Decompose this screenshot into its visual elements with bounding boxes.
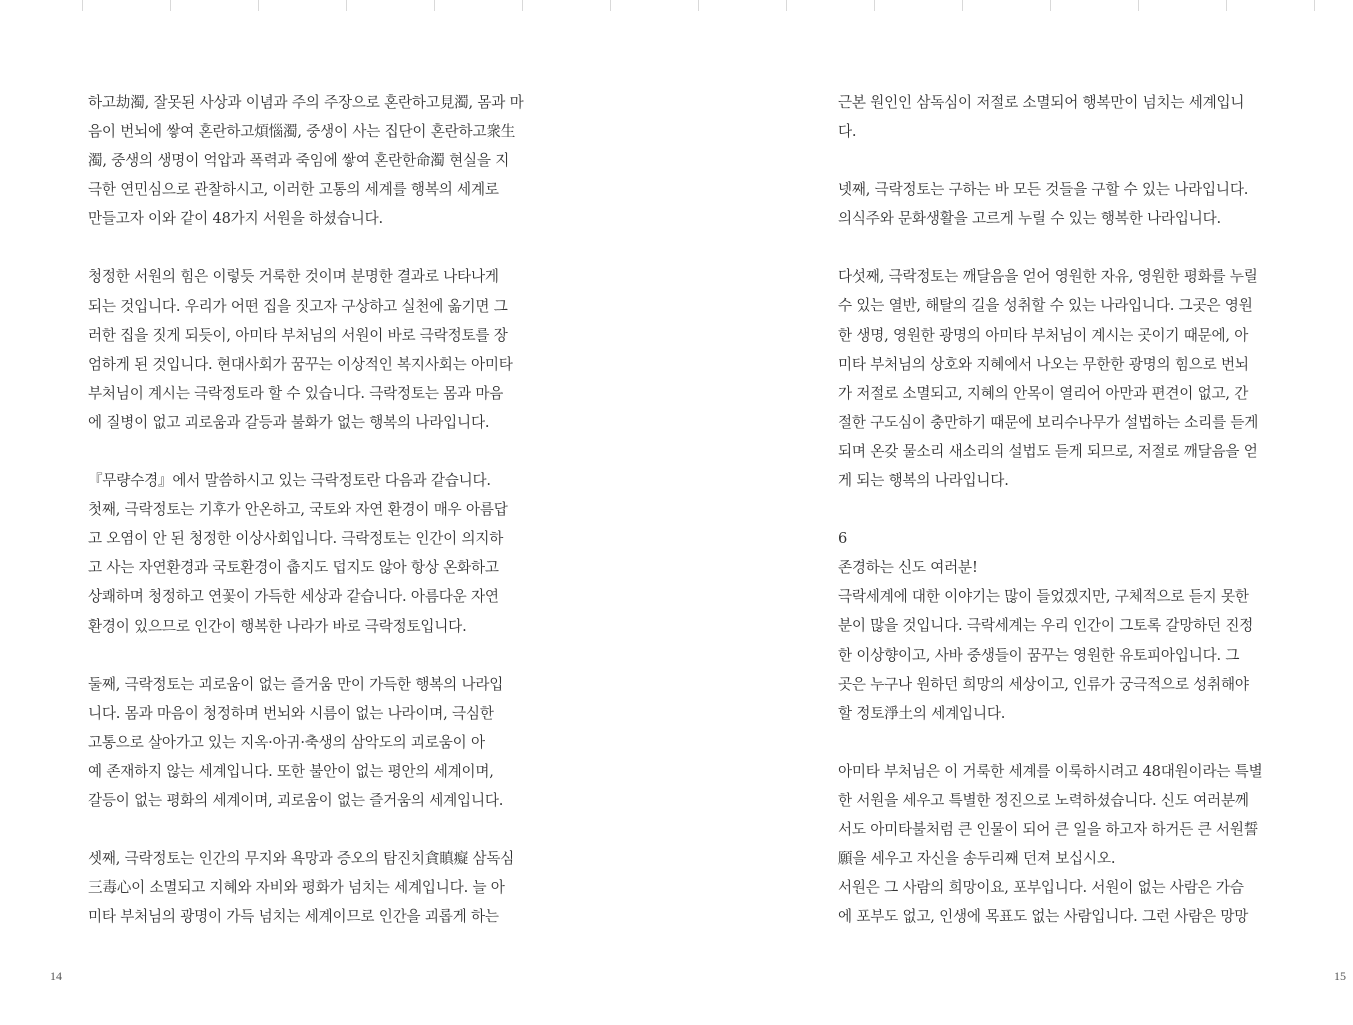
text-line: 三毒心이 소멸되고 지혜와 자비와 평화가 넘치는 세계입니다. 늘 아 [88, 879, 505, 897]
text-line: 근본 원인인 삼독심이 저절로 소멸되어 행복만이 넘치는 세계입니 [838, 94, 1245, 111]
top-ruler-ticks [0, 0, 1353, 12]
text-line: 되는 것입니다. 우리가 어떤 집을 짓고자 구상하고 실천에 옮기면 그 [88, 297, 508, 315]
text-line: 고 사는 자연환경과 국토환경이 춥지도 덥지도 않아 항상 온화하고 [88, 559, 499, 577]
text-line: 미타 부처님의 광명이 가득 넘치는 세계이므로 인간을 괴롭게 하는 [88, 908, 499, 926]
text-line: 만들고자 이와 같이 48가지 서원을 하셨습니다. [88, 210, 383, 228]
paragraph-gap [88, 437, 562, 466]
text-line: 미타 부처님의 상호와 지혜에서 나오는 무한한 광명의 힘으로 번뇌 [838, 355, 1249, 373]
text-line: 곳은 누구나 원하던 희망의 세상이고, 인류가 궁극적으로 성취해야 [838, 675, 1249, 693]
text-line: 넷째, 극락정토는 구하는 바 모든 것들을 구할 수 있는 나라입니다. [838, 181, 1249, 199]
text-line: 다. [838, 123, 857, 141]
paragraph-gap [838, 146, 1312, 175]
paragraph-gap [88, 233, 562, 262]
text-line: 한 생명, 영원한 광명의 아미타 부처님이 계시는 곳이기 때문에, 아 [838, 326, 1249, 344]
text-line: 셋째, 극락정토는 인간의 무지와 욕망과 증오의 탐진치貪瞋癡 삼독심 [88, 850, 515, 868]
text-line: 할 정토淨土의 세계입니다. [838, 704, 1006, 722]
paragraph [838, 757, 1312, 932]
paragraph [838, 88, 1312, 146]
text-line: 에 질병이 없고 괴로움과 갈등과 불화가 없는 행복의 나라입니다. [88, 413, 490, 431]
text-line: 가 저절로 소멸되고, 지혜의 안목이 열리어 아만과 편견이 없고, 간 [838, 384, 1249, 402]
paragraph [88, 88, 562, 233]
text-line: 청정한 서원의 힘은 이렇듯 거룩한 것이며 분명한 결과로 나타나게 [88, 268, 499, 286]
text-line: 음이 번뇌에 쌓여 혼란하고煩惱濁, 중생이 사는 집단이 혼란하고衆生 [88, 123, 516, 141]
text-line: 엄하게 된 것입니다. 현대사회가 꿈꾸는 이상적인 복지사회는 아미타 [88, 355, 513, 373]
text-line: 첫째, 극락정토는 기후가 안온하고, 국토와 자연 환경이 매우 아름답 [88, 501, 508, 519]
text-line: 게 되는 행복의 나라입니다. [838, 472, 1009, 490]
left-page-body [88, 88, 562, 931]
text-line: 극한 연민심으로 관찰하시고, 이러한 고통의 세계를 행복의 세계로 [88, 181, 499, 199]
text-line: 러한 집을 짓게 되듯이, 아미타 부처님의 서원이 바로 극락정토를 장 [88, 326, 508, 344]
text-line: 니다. 몸과 마음이 청정하며 번뇌와 시름이 없는 나라이며, 극심한 [88, 704, 494, 722]
left-page-number: 14 [50, 969, 62, 983]
text-line: 『무량수경』에서 말씀하시고 있는 극락정토란 다음과 같습니다. [88, 472, 491, 490]
paragraph [88, 844, 562, 931]
text-line: 하고劫濁, 잘못된 사상과 이념과 주의 주장으로 혼란하고見濁, 몸과 마 [88, 94, 524, 111]
text-line: 부처님이 계시는 극락정토라 할 수 있습니다. 극락정토는 몸과 마음 [88, 384, 504, 402]
text-line: 고 오염이 안 된 청정한 이상사회입니다. 극락정토는 인간이 의지하 [88, 530, 504, 548]
text-line: 환경이 있으므로 인간이 행복한 나라가 바로 극락정토입니다. [88, 617, 467, 635]
text-line: 수 있는 열반, 해탈의 길을 성취할 수 있는 나라입니다. 그곳은 영원 [838, 297, 1253, 315]
right-page-body [838, 88, 1312, 931]
paragraph [88, 466, 562, 641]
text-line: 願을 세우고 자신을 송두리째 던져 보십시오. [838, 850, 1116, 868]
paragraph [88, 262, 562, 437]
paragraph-gap [838, 233, 1312, 262]
text-line: 상쾌하며 청정하고 연꽃이 가득한 세상과 같습니다. 아름다운 자연 [88, 588, 499, 606]
paragraph-gap [838, 495, 1312, 524]
text-line: 예 존재하지 않는 세계입니다. 또한 불안이 없는 평안의 세계이며, [88, 762, 494, 780]
paragraph [88, 670, 562, 815]
text-line: 濁, 중생의 생명이 억압과 폭력과 죽임에 쌓여 혼란한命濁 현실을 지 [88, 152, 510, 170]
text-line: 아미타 부처님은 이 거룩한 세계를 이룩하시려고 48대원이라는 특별 [838, 762, 1263, 780]
text-line: 다섯째, 극락정토는 깨달음을 얻어 영원한 자유, 영원한 평화를 누릴 [838, 268, 1258, 286]
text-line: 6 [838, 530, 848, 548]
text-line: 절한 구도심이 충만하기 때문에 보리수나무가 설법하는 소리를 듣게 [838, 413, 1259, 431]
paragraph-gap [88, 815, 562, 844]
paragraph-gap [838, 728, 1312, 757]
text-line: 분이 많을 것입니다. 극락세계는 우리 인간이 그토록 갈망하던 진정 [838, 617, 1254, 635]
text-line: 갈등이 없는 평화의 세계이며, 괴로움이 없는 즐거움의 세계입니다. [88, 791, 504, 809]
paragraph-gap [88, 641, 562, 670]
text-line: 서도 아미타불처럼 큰 인물이 되어 큰 일을 하고자 하거든 큰 서원誓 [838, 820, 1259, 838]
text-line: 의식주와 문화생활을 고르게 누릴 수 있는 행복한 나라입니다. [838, 210, 1221, 228]
text-line: 한 서원을 세우고 특별한 정진으로 노력하셨습니다. 신도 여러분께 [838, 791, 1249, 809]
paragraph [838, 524, 1312, 728]
text-line: 극락세계에 대한 이야기는 많이 들었겠지만, 구체적으로 듣지 못한 [838, 588, 1249, 606]
text-line: 둘째, 극락정토는 괴로움이 없는 즐거움 만이 가득한 행복의 나라입 [88, 675, 504, 693]
paragraph [838, 175, 1312, 233]
text-line: 고통으로 살아가고 있는 지옥·아귀·축생의 삼악도의 괴로움이 아 [88, 733, 485, 751]
text-line: 되며 온갖 물소리 새소리의 설법도 듣게 되므로, 저절로 깨달음을 얻 [838, 442, 1258, 460]
text-line: 존경하는 신도 여러분! [838, 559, 978, 577]
paragraph [838, 262, 1312, 495]
right-page-number: 15 [1334, 969, 1346, 983]
text-line: 에 포부도 없고, 인생에 목표도 없는 사람입니다. 그런 사람은 망망 [838, 908, 1249, 926]
text-line: 서원은 그 사람의 희망이요, 포부입니다. 서원이 없는 사람은 가슴 [838, 879, 1244, 897]
text-line: 한 이상향이고, 사바 중생들이 꿈꾸는 영원한 유토피아입니다. 그 [838, 646, 1240, 664]
